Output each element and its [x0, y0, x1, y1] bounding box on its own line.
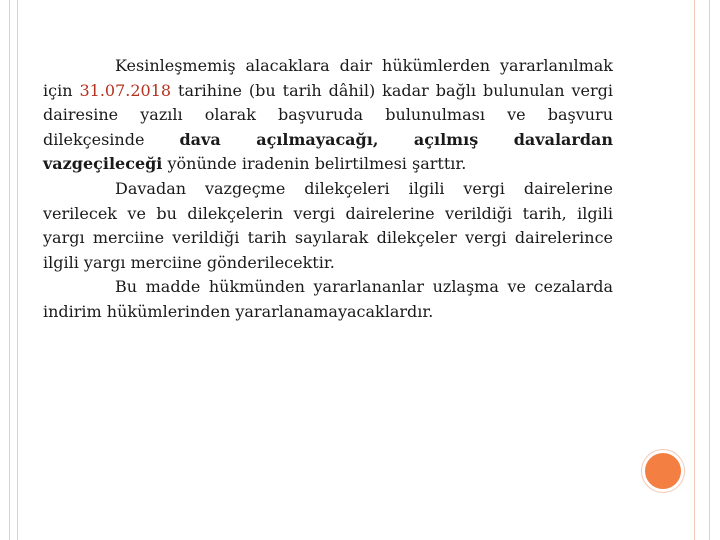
paragraph-1-text-b: tarihine (bu tarih dâhil) kadar bağlı bulunulan vergi dairesine yazılı olarak başvuruda bulunulması ve başvuru dilekçesinde: [43, 80, 614, 149]
paragraph-reconciliation-exclusion: Bu madde hükmünden yararlananlar uzlaşma ve cezalarda indirim hükümlerinden yararlanamayacaklardır.: [43, 277, 613, 321]
deadline-date: 31.07.2018: [79, 80, 172, 100]
paragraph-application-deadline: [43, 54, 613, 177]
bold-condition-text: dava açılmayacağı, açılmış davalardan vazgeçileceği: [43, 129, 614, 174]
paragraph-1-text-c: yönünde iradenin belirtilmesi şarttır.: [162, 154, 467, 174]
slide-body: [43, 54, 613, 325]
decorative-circle: [642, 450, 684, 492]
paragraph-1-text-a: Kesinleşmemiş alacaklara dair hükümlerden yararlanılmak için: [43, 56, 613, 100]
paragraph-withdrawal-petitions: Davadan vazgeçme dilekçeleri ilgili vergi dairelerine verilecek ve bu dilekçelerin vergi dairelerine verildiği tarih, ilgili yargı merciine verildiği tarih sayılarak dilekçeler vergi dairelerince ilgili yargı merciine gönderilecektir.: [43, 178, 613, 272]
